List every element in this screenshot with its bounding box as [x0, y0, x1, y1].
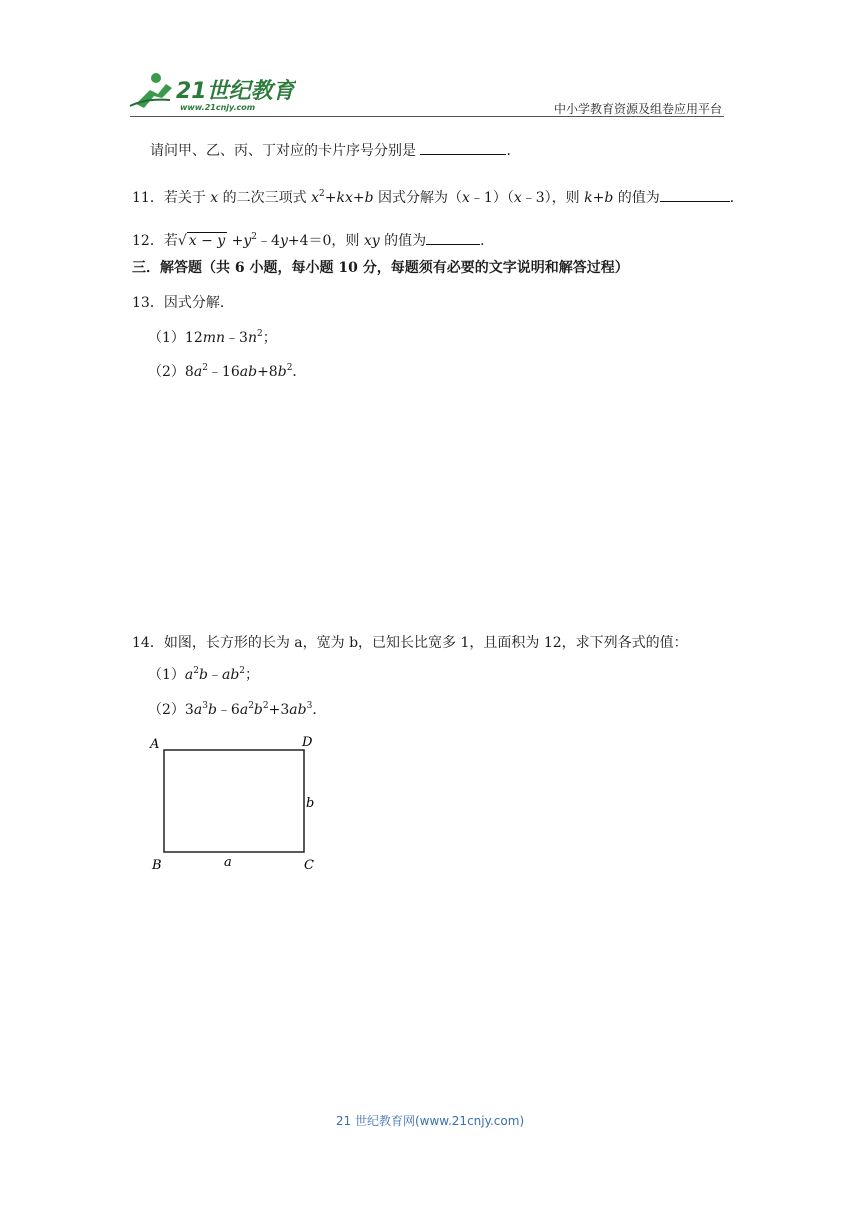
- q14-part-2: $(2)3a^3b﹣6a^2b^2+3ab^3$．: [148, 701, 327, 718]
- q11-text-b: 的二次三项式: [218, 190, 312, 206]
- q14-p1-label: （1）: [148, 667, 185, 683]
- q14-text: 如图，长方形的长为 a，宽为 b，已知长比宽多 1，且面积为 12，求下列各式的值：: [163, 635, 688, 651]
- vertex-c-label: C: [304, 858, 314, 873]
- q10-text: 请问甲、乙、丙、丁对应的卡片序号分别是: [150, 143, 421, 159]
- q11-text-a: 若关于: [163, 190, 211, 206]
- rectangle-abcd: [164, 750, 304, 852]
- footer-link[interactable]: 21 世纪教育网(www.21cnjy.com): [335, 1114, 525, 1128]
- question-11: 11．若关于 x 的二次三项式 $x^2+kx+b$ 因式分解为（x﹣1）（x﹣3），则 k+b 的值为 ．: [132, 189, 744, 206]
- q10-answer-blank: [420, 140, 506, 155]
- question-12: 12．若√ $x - y +y^2﹣4y+4=0$，则 xy 的值为 ．: [132, 232, 495, 249]
- vertex-b-label: B: [152, 858, 162, 873]
- logo-text: 21世纪教育: [176, 79, 295, 104]
- q12-text-d: 的值为: [379, 233, 427, 249]
- section-3-title: 三．解答题（共 6 小题，每小题 10 分，每题须有必要的文字说明和解答过程）: [132, 260, 629, 276]
- rectangle-figure: [146, 730, 326, 878]
- q11-text-e: ﹣3），则: [521, 190, 585, 206]
- q12-answer-blank: [426, 230, 480, 245]
- q13-p1-label: （1）: [148, 330, 185, 346]
- vertex-a-label: A: [150, 737, 160, 752]
- side-a-label: a: [224, 855, 232, 870]
- q14-number: 14．: [132, 635, 164, 651]
- side-b-label: b: [306, 796, 315, 811]
- q11-text-c: 因式分解为（: [373, 190, 463, 206]
- header-platform-text: 中小学教育资源及组卷应用平台: [553, 102, 722, 116]
- q11-text-d: ﹣1）（: [469, 190, 514, 206]
- q11-answer-blank: [660, 187, 730, 202]
- question-13: [132, 293, 234, 313]
- q12-text-b: ﹣4: [257, 233, 280, 249]
- q12-text-c: +4＝0，则: [287, 233, 364, 249]
- sqrt-expression: √ x − y: [177, 233, 226, 249]
- site-logo: [126, 68, 296, 116]
- q11-text-f: 的值为: [613, 190, 660, 206]
- q13-title: 因式分解．: [163, 295, 234, 311]
- q10-continuation: 请问甲、乙、丙、丁对应的卡片序号分别是 ．: [150, 140, 520, 161]
- q13-p2-label: （2）: [148, 364, 185, 380]
- q13-number: 13．: [132, 295, 164, 311]
- q13-part-2: $(2)8a^2﹣16ab+8b^2$．: [148, 363, 307, 380]
- question-14: [132, 633, 688, 653]
- q14-part-1: $(1)a^2b﹣ab^2$；: [148, 666, 260, 683]
- q12-number: 12．: [132, 233, 164, 249]
- q11-number: 11．: [132, 190, 164, 206]
- q12-text-a: 若: [163, 233, 178, 249]
- logo-url: www.21cnjy.com: [180, 103, 256, 112]
- q14-p2-label: （2）: [148, 702, 185, 718]
- header-divider: [130, 116, 724, 117]
- vertex-d-label: D: [302, 735, 313, 750]
- q13-part-1: $(1)12mn﹣3n^2$；: [148, 329, 277, 346]
